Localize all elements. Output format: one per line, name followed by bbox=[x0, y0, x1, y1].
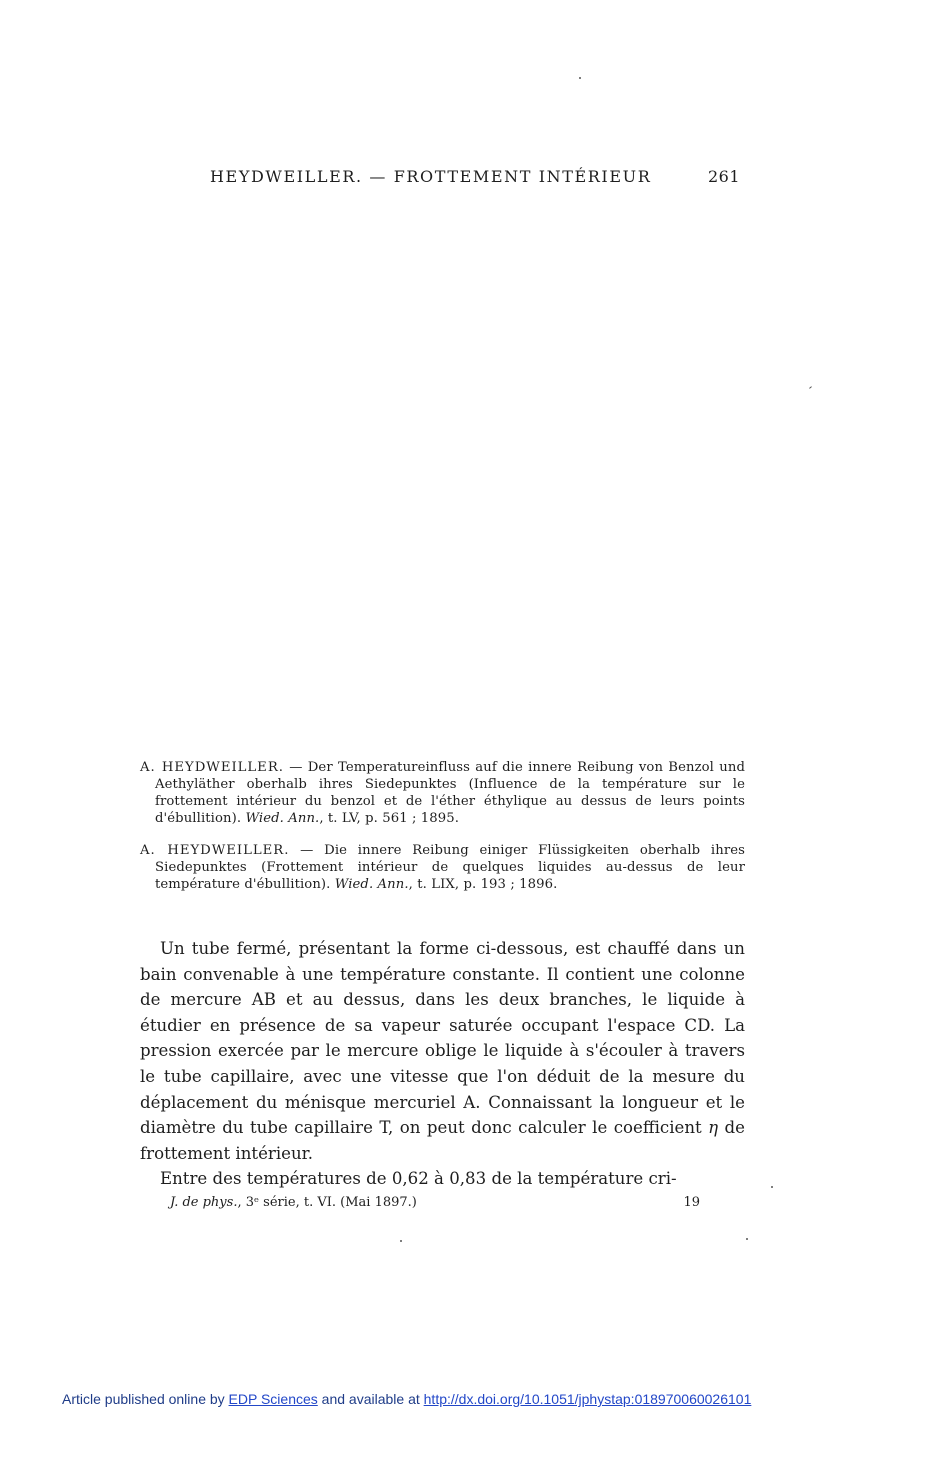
doi-link[interactable]: http://dx.doi.org/10.1051/jphystap:018970060026101 bbox=[423, 1391, 752, 1407]
reference-text: Die innere Reibung einiger Flüssigkeiten oberhalb ihres Siedepunktes (Frottement intérieur de quelques liquides au-dessus de leur température d'ébullition). bbox=[155, 843, 745, 892]
eta-symbol: η bbox=[708, 1118, 719, 1138]
references-block bbox=[140, 759, 745, 908]
reference-citation: , t. LV, p. 561 ; 1895. bbox=[319, 811, 460, 826]
reference-author: A. HEYDWEILLER. bbox=[140, 843, 290, 858]
reference-author: A. HEYDWEILLER. bbox=[140, 760, 284, 775]
reference-journal: Wied. Ann. bbox=[334, 877, 409, 892]
paragraph-text: Un tube fermé, présentant la forme ci-dessous, est chauffé dans un bain convenable à une température constante. Il contient une colonne de mercure AB et au dessus, dans les deux branches, le liquide à étudier en présence de sa vapeur saturée occupant l'espace CD. La pression exercée par le mercure oblige le liquide à s'écouler à travers le tube capillaire, avec une vitesse que l'on déduit de la mesure du déplacement du ménisque mercuriel A. Connaissant la longueur et le diamètre du tube capillaire T, on peut donc calculer le coefficient bbox=[140, 939, 745, 1138]
paragraph bbox=[140, 936, 745, 1166]
reference-text: Der Temperatureinfluss auf die innere Reibung von Benzol und Aethyläther oberhalb ihres Siedepunktes (Influence de la température sur le frottement intérieur du benzol et de l'éther éthylique au dessus de leurs points d'ébullition). bbox=[155, 760, 745, 826]
scan-speck bbox=[809, 386, 812, 389]
footer-journal bbox=[170, 1195, 417, 1210]
reference-dash: — bbox=[283, 760, 308, 775]
paragraph bbox=[140, 1166, 745, 1192]
reference-citation: , t. LIX, p. 193 ; 1896. bbox=[408, 877, 558, 892]
scan-speck bbox=[771, 1186, 773, 1188]
scan-speck bbox=[400, 1240, 402, 1242]
reference-journal: Wied. Ann. bbox=[245, 811, 320, 826]
running-head-title: HEYDWEILLER. — FROTTEMENT INTÉRIEUR bbox=[210, 167, 652, 186]
signature-mark: 19 bbox=[683, 1195, 700, 1210]
footer-series: , 3ᵉ série, t. VI. (Mai 1897.) bbox=[237, 1195, 417, 1210]
reference-dash: — bbox=[289, 843, 325, 858]
paragraph-text: de frottement intérieur. bbox=[140, 1118, 746, 1163]
scan-speck bbox=[579, 77, 581, 79]
paragraph-text: Entre des températures de 0,62 à 0,83 de la température cri- bbox=[160, 1169, 677, 1189]
scan-speck bbox=[746, 1238, 748, 1240]
body-text bbox=[140, 936, 745, 1192]
reference-item bbox=[140, 842, 745, 893]
footer-journal-title: J. de phys. bbox=[170, 1195, 238, 1210]
reference-item bbox=[140, 759, 745, 827]
banner-middle: and available at bbox=[317, 1391, 424, 1407]
publisher-link[interactable]: EDP Sciences bbox=[228, 1391, 318, 1407]
page-number: 261 bbox=[707, 167, 740, 186]
publication-banner bbox=[62, 1391, 751, 1407]
banner-prefix: Article published online by bbox=[62, 1391, 229, 1407]
